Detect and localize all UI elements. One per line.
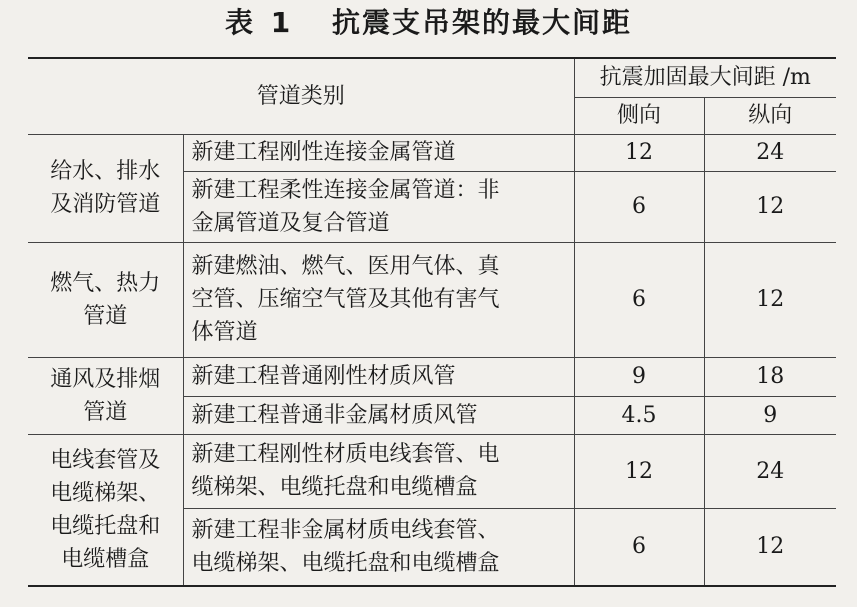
- lateral-value: 6: [574, 171, 704, 242]
- description-line: 空管、压缩空气管及其他有害气: [191, 287, 500, 312]
- table-row: [28, 134, 836, 171]
- description-line: 体管道: [191, 320, 258, 345]
- category-line: 电缆梯架、: [50, 480, 161, 506]
- longitudinal-value: 24: [704, 134, 836, 171]
- lateral-value: 4.5: [574, 396, 704, 434]
- category-line: 电缆托盘和: [50, 513, 161, 539]
- longitudinal-value: 12: [704, 508, 836, 586]
- category-cell: [28, 242, 183, 357]
- header-lateral: 侧向: [574, 97, 704, 134]
- header-longitudinal: 纵向: [704, 97, 836, 134]
- description-line: 新建工程普通刚性材质风管: [191, 364, 456, 389]
- category-cell: [28, 134, 183, 242]
- longitudinal-value: 12: [704, 242, 836, 357]
- header-pipe-category: 管道类别: [28, 58, 574, 134]
- longitudinal-value: 12: [704, 171, 836, 242]
- lateral-value: 12: [574, 434, 704, 508]
- description-line: 新建工程非金属材质电线套管、: [191, 517, 500, 543]
- table-caption: 抗震支吊架的最大间距: [331, 6, 632, 39]
- description-cell: [183, 508, 574, 586]
- longitudinal-value: 18: [704, 357, 836, 396]
- table-row: [28, 242, 836, 357]
- description-cell: [183, 357, 574, 396]
- description-cell: [183, 171, 574, 242]
- description-cell: [183, 434, 574, 508]
- lateral-value: 6: [574, 508, 704, 586]
- table-title: [0, 0, 857, 48]
- category-line: 管道: [83, 399, 128, 425]
- category-line: 电缆槽盒: [61, 546, 150, 572]
- table-label: 表: [224, 6, 255, 39]
- table-number: 1: [270, 6, 293, 39]
- description-cell: [183, 242, 574, 357]
- table-row: [28, 357, 836, 396]
- category-line: 及消防管道: [50, 192, 161, 217]
- description-line: 新建燃油、燃气、医用气体、真: [191, 254, 500, 279]
- category-cell: [28, 434, 183, 586]
- table-row: [28, 434, 836, 508]
- longitudinal-value: 24: [704, 434, 836, 508]
- description-line: 新建工程刚性材质电线套管、电: [191, 442, 500, 467]
- category-line: 燃气、热力: [50, 270, 161, 296]
- description-cell: [183, 396, 574, 434]
- description-line: 新建工程刚性连接金属管道: [191, 140, 456, 165]
- category-cell: [28, 357, 183, 434]
- header-spacing: 抗震加固最大间距 /m: [574, 58, 836, 97]
- description-cell: [183, 134, 574, 171]
- description-line: 金属管道及复合管道: [191, 210, 390, 236]
- description-line: 缆梯架、电缆托盘和电缆槽盒: [191, 475, 478, 500]
- spacing-table: [28, 57, 836, 587]
- category-line: 管道: [83, 303, 128, 329]
- category-line: 电线套管及: [50, 447, 161, 473]
- category-line: 给水、排水: [50, 159, 161, 184]
- lateral-value: 9: [574, 357, 704, 396]
- lateral-value: 6: [574, 242, 704, 357]
- description-line: 电缆梯架、电缆托盘和电缆槽盒: [191, 550, 500, 576]
- description-line: 新建工程普通非金属材质风管: [191, 402, 478, 428]
- description-line: 新建工程柔性连接金属管道：非: [191, 177, 500, 203]
- lateral-value: 12: [574, 134, 704, 171]
- longitudinal-value: 9: [704, 396, 836, 434]
- category-line: 通风及排烟: [50, 366, 161, 392]
